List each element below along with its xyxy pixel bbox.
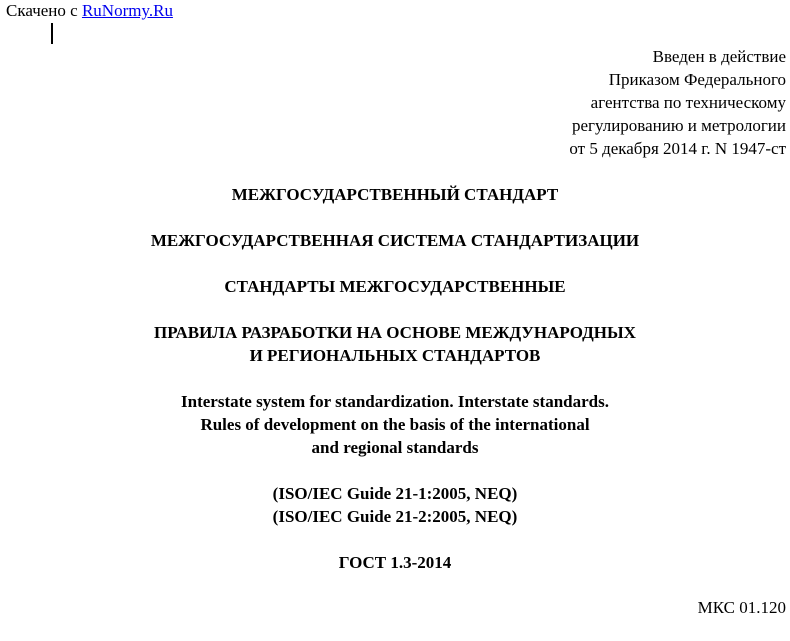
text-cursor [51, 23, 53, 44]
runormy-link[interactable]: RuNormy.Ru [81, 1, 173, 20]
iso-reference-line: (ISO/IEC Guide 21-2:2005, NEQ) [272, 507, 518, 526]
enactment-line: от 5 декабря 2014 г. N 1947-ст [569, 139, 786, 158]
gost-designation [0, 551, 790, 574]
standard-type-text: МЕЖГОСУДАРСТВЕННЫЙ СТАНДАРТ [231, 185, 559, 204]
source-prefix: Скачено с [6, 1, 82, 20]
standard-type-heading [0, 183, 790, 206]
english-title-line: and regional standards [311, 438, 479, 457]
english-title [0, 390, 790, 459]
series-text: СТАНДАРТЫ МЕЖГОСУДАРСТВЕННЫЕ [224, 277, 566, 296]
source-line [6, 0, 173, 22]
enactment-line: агентства по техническому [590, 93, 786, 112]
system-heading [0, 229, 790, 252]
iso-references [0, 482, 790, 528]
russian-title [0, 321, 790, 367]
russian-title-line: И РЕГИОНАЛЬНЫХ СТАНДАРТОВ [249, 346, 541, 365]
english-title-line: Rules of development on the basis of the international [200, 415, 590, 434]
enactment-line: Введен в действие [652, 47, 786, 66]
system-text: МЕЖГОСУДАРСТВЕННАЯ СИСТЕМА СТАНДАРТИЗАЦИИ [150, 231, 640, 250]
enactment-line: регулированию и метрологии [571, 116, 786, 135]
english-title-line: Interstate system for standardization. Interstate standards. [181, 392, 609, 411]
russian-title-line: ПРАВИЛА РАЗРАБОТКИ НА ОСНОВЕ МЕЖДУНАРОДНЫХ [154, 323, 636, 342]
iso-reference-line: (ISO/IEC Guide 21-1:2005, NEQ) [272, 484, 518, 503]
enactment-notice [569, 45, 786, 160]
mks-code: МКС 01.120 [697, 598, 786, 617]
enactment-line: Приказом Федерального [608, 70, 786, 89]
gost-designation-text: ГОСТ 1.3-2014 [338, 553, 452, 572]
series-heading [0, 275, 790, 298]
